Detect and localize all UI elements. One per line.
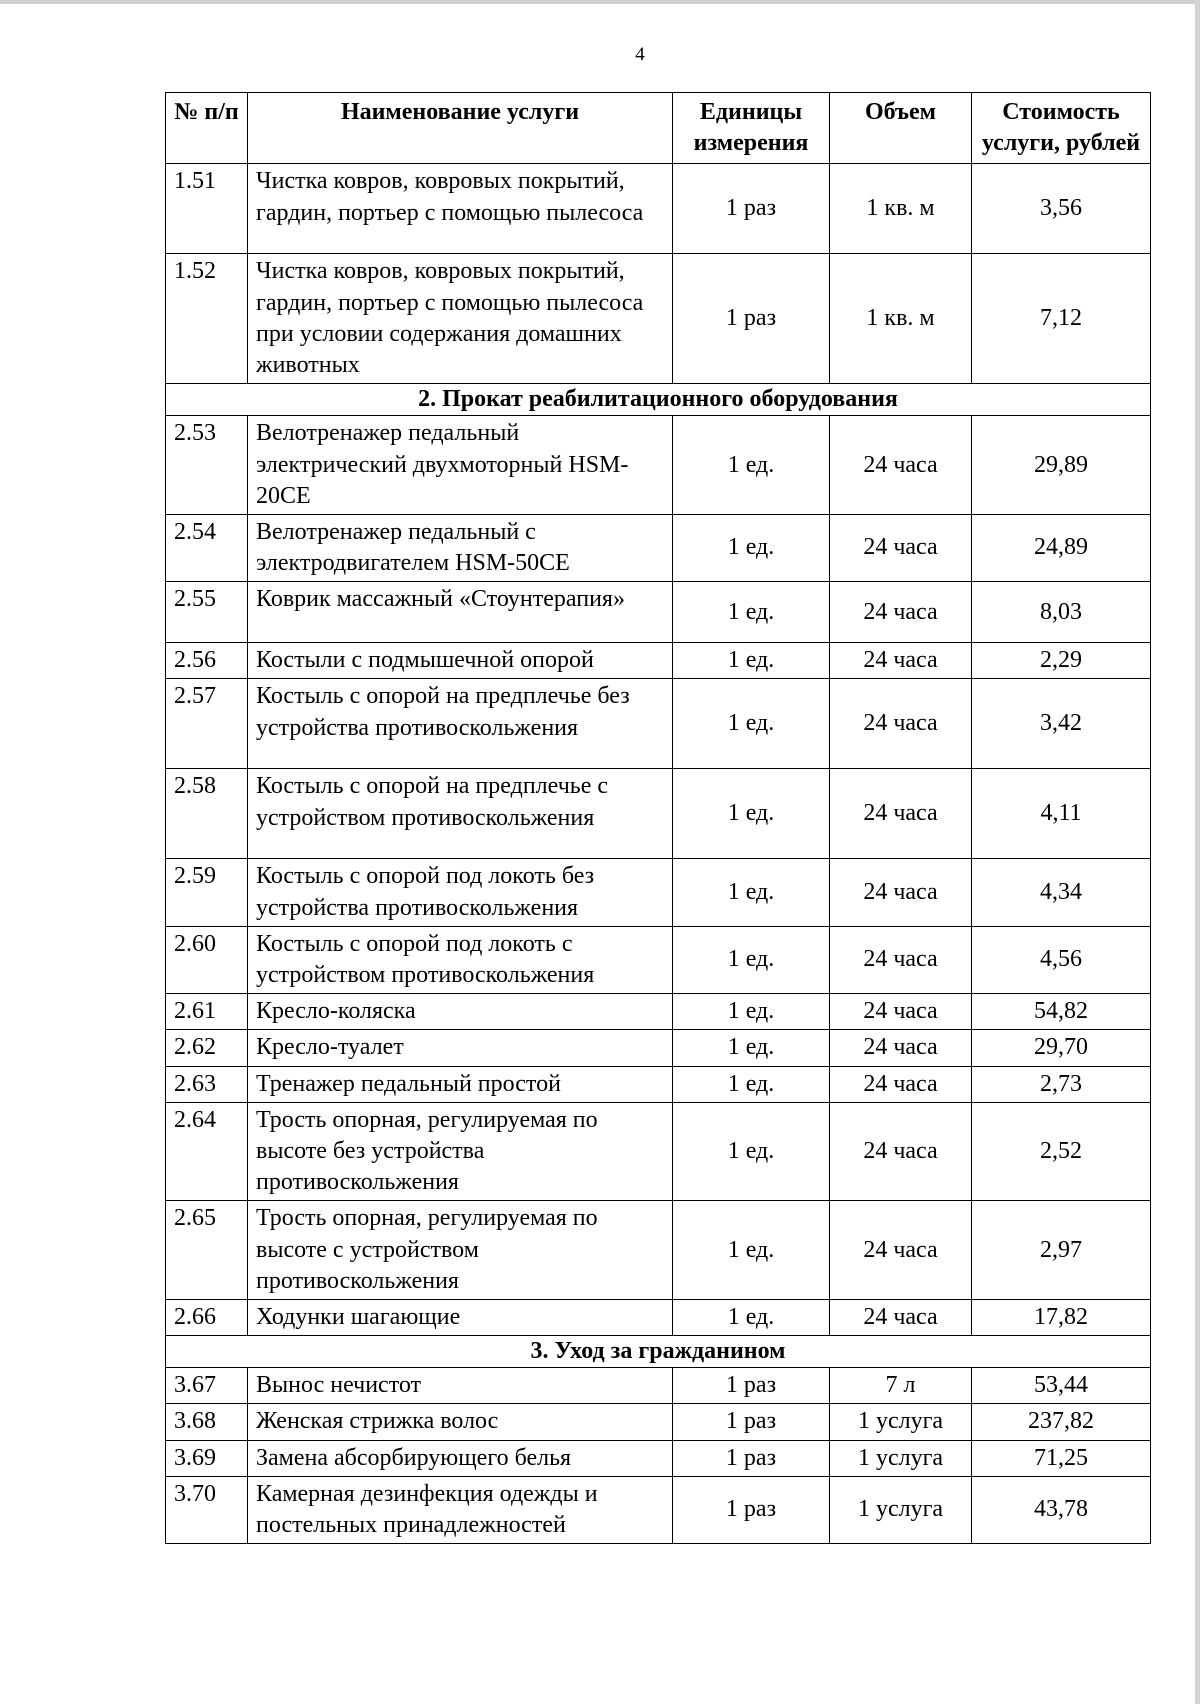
cell-name: Тренажер педальный простой [248,1066,673,1102]
cell-cost: 237,82 [972,1404,1151,1440]
table-row [166,769,1151,859]
table-row [166,1368,1151,1404]
cell-volume: 24 часа [830,926,972,993]
cell-unit: 1 ед. [673,1201,830,1300]
cell-unit: 1 ед. [673,1030,830,1066]
cell-unit: 1 раз [673,1440,830,1476]
cell-name: Велотренажер педальный с электродвигателем HSM-50CE [248,514,673,581]
cell-name: Коврик массажный «Стоунтерапия» [248,582,673,643]
cell-volume: 24 часа [830,769,972,859]
cell-cost: 2,29 [972,643,1151,679]
cell-unit: 1 ед. [673,926,830,993]
cell-volume: 24 часа [830,1201,972,1300]
table-row [166,416,1151,515]
cell-num: 2.58 [166,769,248,859]
cell-volume: 1 услуга [830,1404,972,1440]
cell-unit: 1 ед. [673,582,830,643]
cell-num: 2.66 [166,1299,248,1335]
page-number: 4 [635,44,645,65]
cell-cost: 3,42 [972,679,1151,769]
cell-num: 2.64 [166,1102,248,1201]
cell-volume: 24 часа [830,679,972,769]
cell-name: Кресло-коляска [248,994,673,1030]
cell-cost: 29,89 [972,416,1151,515]
cell-name: Замена абсорбирующего белья [248,1440,673,1476]
cell-num: 3.69 [166,1440,248,1476]
cell-volume: 24 часа [830,859,972,926]
cell-unit: 1 ед. [673,1102,830,1201]
cell-name: Костыль с опорой на предплечье без устройства противоскольжения [248,679,673,769]
scan-edge-right [1195,0,1200,1704]
cell-volume: 1 кв. м [830,254,972,384]
cell-volume: 24 часа [830,416,972,515]
cell-num: 3.70 [166,1476,248,1543]
cell-name: Чистка ковров, ковровых покрытий, гардин, портьер с помощью пылесоса [248,164,673,254]
cell-cost: 2,52 [972,1102,1151,1201]
cell-cost: 2,73 [972,1066,1151,1102]
cell-cost: 4,11 [972,769,1151,859]
section-row [166,384,1151,416]
cell-name: Велотренажер педальный электрический двухмоторный HSM-20CE [248,416,673,515]
cell-name: Трость опорная, регулируемая по высоте с устройством противоскольжения [248,1201,673,1300]
cell-num: 1.51 [166,164,248,254]
table-row [166,1102,1151,1201]
scan-edge-top [0,0,1200,4]
table-row [166,994,1151,1030]
cell-volume: 24 часа [830,514,972,581]
cell-num: 2.59 [166,859,248,926]
table-row [166,859,1151,926]
cell-unit: 1 ед. [673,1066,830,1102]
cell-cost: 29,70 [972,1030,1151,1066]
cell-unit: 1 ед. [673,679,830,769]
cell-volume: 24 часа [830,1066,972,1102]
cell-num: 3.68 [166,1404,248,1440]
cell-volume: 1 услуга [830,1476,972,1543]
cell-volume: 24 часа [830,582,972,643]
cell-name: Костыль с опорой на предплечье с устройством противоскольжения [248,769,673,859]
cell-num: 2.62 [166,1030,248,1066]
cell-num: 2.53 [166,416,248,515]
cell-cost: 53,44 [972,1368,1151,1404]
cell-unit: 1 ед. [673,416,830,515]
cell-unit: 1 ед. [673,859,830,926]
cell-unit: 1 раз [673,164,830,254]
header-cost: Стоимость услуги, рублей [972,93,1151,164]
cell-name: Женская стрижка волос [248,1404,673,1440]
table-row [166,1476,1151,1543]
header-unit: Единицы измерения [673,93,830,164]
cell-cost: 2,97 [972,1201,1151,1300]
table-row [166,1030,1151,1066]
cell-name: Костыли с подмышечной опорой [248,643,673,679]
cell-num: 2.61 [166,994,248,1030]
cell-unit: 1 раз [673,1476,830,1543]
cell-name: Камерная дезинфекция одежды и постельных принадлежностей [248,1476,673,1543]
cell-cost: 17,82 [972,1299,1151,1335]
cell-num: 2.63 [166,1066,248,1102]
cell-name: Костыль с опорой под локоть без устройства противоскольжения [248,859,673,926]
cell-name: Чистка ковров, ковровых покрытий, гардин, портьер с помощью пылесоса при условии содержания домашних животных [248,254,673,384]
cell-num: 1.52 [166,254,248,384]
cell-cost: 54,82 [972,994,1151,1030]
cell-unit: 1 ед. [673,769,830,859]
cell-unit: 1 раз [673,1404,830,1440]
cell-num: 2.60 [166,926,248,993]
table-row [166,254,1151,384]
cell-name: Трость опорная, регулируемая по высоте без устройства противоскольжения [248,1102,673,1201]
table-row [166,1404,1151,1440]
cell-name: Костыль с опорой под локоть с устройством противоскольжения [248,926,673,993]
cell-num: 2.57 [166,679,248,769]
cell-cost: 4,34 [972,859,1151,926]
header-name: Наименование услуги [248,93,673,164]
services-price-table [165,92,1151,1544]
cell-unit: 1 ед. [673,994,830,1030]
table-row [166,643,1151,679]
cell-unit: 1 ед. [673,1299,830,1335]
cell-volume: 24 часа [830,643,972,679]
table-row [166,514,1151,581]
cell-cost: 71,25 [972,1440,1151,1476]
table-row [166,1440,1151,1476]
cell-name: Ходунки шагающие [248,1299,673,1335]
table-row [166,1066,1151,1102]
cell-unit: 1 ед. [673,514,830,581]
cell-num: 2.65 [166,1201,248,1300]
cell-volume: 24 часа [830,1299,972,1335]
cell-num: 2.55 [166,582,248,643]
cell-cost: 7,12 [972,254,1151,384]
section-row [166,1336,1151,1368]
section-title: 3. Уход за гражданином [166,1336,1151,1368]
cell-volume: 24 часа [830,994,972,1030]
cell-volume: 1 кв. м [830,164,972,254]
cell-name: Кресло-туалет [248,1030,673,1066]
cell-num: 2.56 [166,643,248,679]
cell-cost: 8,03 [972,582,1151,643]
cell-unit: 1 раз [673,254,830,384]
header-volume: Объем [830,93,972,164]
table-row [166,1299,1151,1335]
cell-unit: 1 ед. [673,643,830,679]
cell-cost: 43,78 [972,1476,1151,1543]
table-row [166,926,1151,993]
cell-volume: 1 услуга [830,1440,972,1476]
header-num: № п/п [166,93,248,164]
cell-cost: 24,89 [972,514,1151,581]
section-title: 2. Прокат реабилитационного оборудования [166,384,1151,416]
table-row [166,582,1151,643]
cell-volume: 24 часа [830,1102,972,1201]
cell-volume: 24 часа [830,1030,972,1066]
table-row [166,1201,1151,1300]
cell-cost: 3,56 [972,164,1151,254]
cell-name: Вынос нечистот [248,1368,673,1404]
cell-num: 2.54 [166,514,248,581]
cell-volume: 7 л [830,1368,972,1404]
table-body [166,164,1151,1544]
table-row [166,164,1151,254]
cell-num: 3.67 [166,1368,248,1404]
table-header-row [166,93,1151,164]
cell-cost: 4,56 [972,926,1151,993]
table-row [166,679,1151,769]
cell-unit: 1 раз [673,1368,830,1404]
